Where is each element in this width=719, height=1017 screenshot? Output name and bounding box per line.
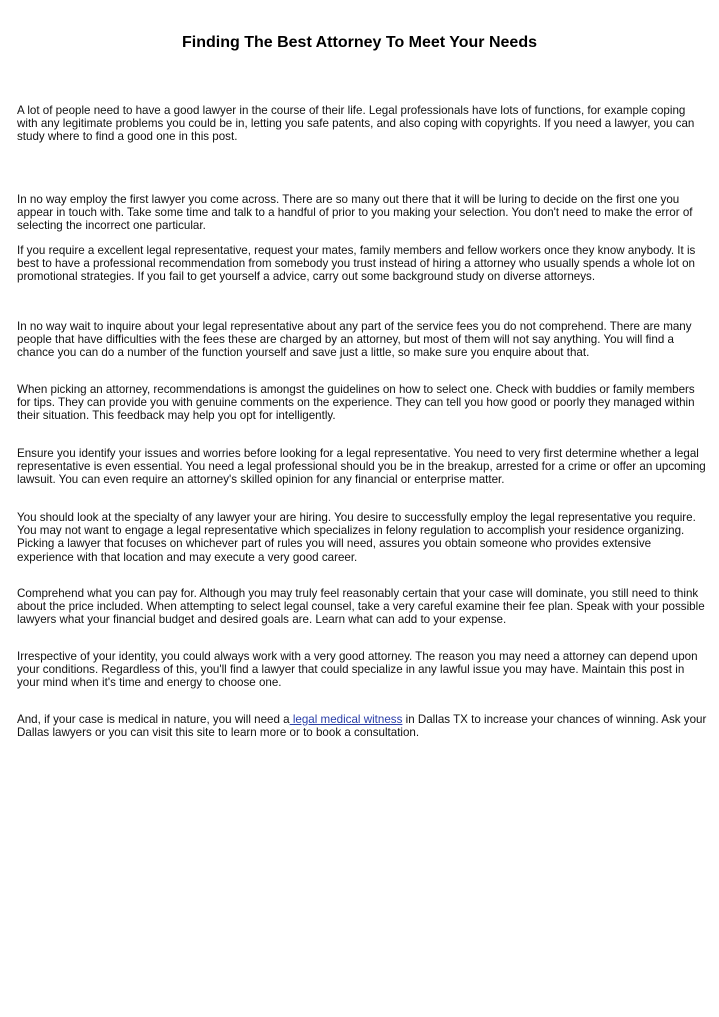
final-text-after-link: in Dallas TX to increase your chances of winning. Ask your Dallas lawyers or you can visit this site to learn more or to book a consultation. [17,713,707,740]
paragraph-intro: A lot of people need to have a good lawyer in the course of their life. Legal professionals have lots of functions, for example coping with any legitimate problems you could be in, letting you safe patents, and also coping with copyrights. If you need a lawyer, you can study where to find a good one in this post. [17,104,695,144]
document-title: Finding The Best Attorney To Meet Your Needs [182,34,537,51]
paragraph-fees: In no way wait to inquire about your legal representative about any part of the service fees you do not comprehend. There are many people that have difficulties with the fees these are charged by an attorney, but most of them will not say anything. You will find a chance you can do a number of the function yourself and save just a little, so make sure you enquire about that. [17,320,692,360]
legal-medical-witness-link[interactable]: legal medical witness [289,713,403,726]
paragraph-identity: Irrespective of your identity, you could always work with a very good attorney. The reason you may need a attorney can depend upon your conditions. Regardless of this, you'll find a lawyer that could specialize in any lawful issue you may have. Maintain this post in your mind when it's time and energy to choose one. [17,650,698,690]
paragraph-budget: Comprehend what you can pay for. Although you may truly feel reasonably certain that your case will dominate, you still need to think about the price included. When attempting to select legal counsel, take a very careful examine their fee plan. Speak with your possible lawyers what your financial budget and desired goals are. Learn what can add to your expense. [17,587,705,627]
paragraph-recommendation: If you require a excellent legal representative, request your mates, family members and fellow workers once they know anybody. It is best to have a professional recommendation from somebody you trust instead of hiring a attorney who usually spends a whole lot on promotional strategies. If you fail to get yourself a advice, carry out some background study on diverse attorneys. [17,244,696,284]
paragraph-final [17,713,707,739]
paragraph-picking: When picking an attorney, recommendations is amongst the guidelines on how to select one. Check with buddies or family members for tips. They can provide you with genuine comments on the experience. They can tell you how good or poorly they managed within their situation. This feedback may help you opt for intelligently. [17,383,695,423]
paragraph-first-lawyer: In no way employ the first lawyer you come across. There are so many out there that it will be luring to decide on the first one you appear in touch with. Take some time and talk to a handful of prior to you making your selection. You don't need to make the error of selecting the incorrect one particular. [17,193,693,233]
paragraph-specialty: You should look at the specialty of any lawyer your are hiring. You desire to successfully employ the legal representative you require. You may not want to engage a legal representative which specializes in felony regulation to accomplish your residence organizing. Picking a lawyer that focuses on whichever part of rules you will need, assures you obtain someone who provides extensive experience with that location and may execute a very good career. [17,511,696,564]
paragraph-issues: Ensure you identify your issues and worries before looking for a legal representative. You need to very first determine whether a legal representative is even essential. You need a legal professional should you be in the breakup, arrested for a crime or offer an upcoming lawsuit. You can even require an attorney's skilled opinion for any financial or enterprise matter. [17,447,706,487]
final-text-before-link: And, if your case is medical in nature, you will need a [17,713,290,726]
